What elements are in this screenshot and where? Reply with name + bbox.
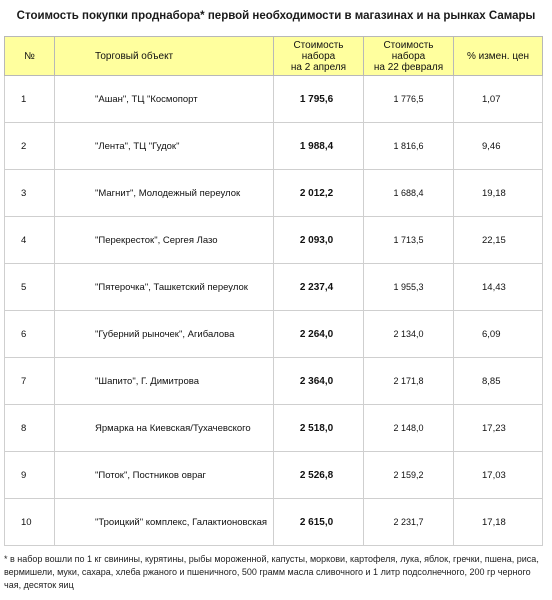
- price-february: 2 134,0: [364, 311, 454, 358]
- price-april: 2 093,0: [274, 217, 364, 264]
- price-april: 2 264,0: [274, 311, 364, 358]
- row-number: 2: [5, 123, 55, 170]
- price-change-percent: 1,07: [454, 76, 543, 123]
- price-february: 2 171,8: [364, 358, 454, 405]
- price-change-percent: 22,15: [454, 217, 543, 264]
- store-name: Ярмарка на Киевская/Тухачевского: [55, 405, 274, 452]
- price-table: [4, 36, 543, 546]
- price-february: 1 713,5: [364, 217, 454, 264]
- row-number: 4: [5, 217, 55, 264]
- row-number: 3: [5, 170, 55, 217]
- price-april: 2 526,8: [274, 452, 364, 499]
- header-pct: % измен. цен: [454, 37, 543, 76]
- price-change-percent: 19,18: [454, 170, 543, 217]
- price-april: 2 615,0: [274, 499, 364, 546]
- price-february: 1 816,6: [364, 123, 454, 170]
- table-header-row: [5, 37, 543, 76]
- table-row: [5, 217, 543, 264]
- price-change-percent: 17,18: [454, 499, 543, 546]
- store-name: "Поток", Постников овраг: [55, 452, 274, 499]
- header-feb-line2: на 22 февраля: [373, 61, 444, 73]
- store-name: "Магнит", Молодежный переулок: [55, 170, 274, 217]
- price-february: 2 159,2: [364, 452, 454, 499]
- store-name: "Шапито", Г. Димитрова: [55, 358, 274, 405]
- header-feb-line1: Стоимость набора: [383, 39, 434, 62]
- price-april: 2 237,4: [274, 264, 364, 311]
- row-number: 1: [5, 76, 55, 123]
- footnote: * в набор вошли по 1 кг свинины, курятины, рыбы мороженной, капусты, моркови, картофеля, лука, яблок, гречки, пшена, риса, вермишели, муки, сахара, хлеба ржаного и пшеничного, 500 грамм масла сливочного и 1 литр подсолнечного, 200 гр черного чая, десяток яиц: [4, 554, 539, 590]
- table-row: [5, 405, 543, 452]
- price-april: 1 795,6: [274, 76, 364, 123]
- price-february: 1 688,4: [364, 170, 454, 217]
- store-name: "Ашан", ТЦ "Космопорт: [55, 76, 274, 123]
- store-name: "Лента", ТЦ "Гудок": [55, 123, 274, 170]
- price-february: 1 776,5: [364, 76, 454, 123]
- price-april: 2 518,0: [274, 405, 364, 452]
- price-april: 1 988,4: [274, 123, 364, 170]
- table-row: [5, 499, 543, 546]
- price-april: 2 012,2: [274, 170, 364, 217]
- price-change-percent: 9,46: [454, 123, 543, 170]
- price-change-percent: 14,43: [454, 264, 543, 311]
- header-store: Торговый объект: [55, 37, 274, 76]
- table-row: [5, 123, 543, 170]
- table-row: [5, 358, 543, 405]
- row-number: 8: [5, 405, 55, 452]
- header-feb: [364, 37, 454, 76]
- store-name: "Пятерочка", Ташкетский переулок: [55, 264, 274, 311]
- row-number: 7: [5, 358, 55, 405]
- price-change-percent: 8,85: [454, 358, 543, 405]
- store-name: "Перекресток", Сергея Лазо: [55, 217, 274, 264]
- price-change-percent: 6,09: [454, 311, 543, 358]
- row-number: 6: [5, 311, 55, 358]
- table-row: [5, 76, 543, 123]
- price-february: 2 148,0: [364, 405, 454, 452]
- page-title: Стоимость покупки проднабора* первой необходимости в магазинах и на рынках Самары: [16, 10, 536, 22]
- row-number: 5: [5, 264, 55, 311]
- price-april: 2 364,0: [274, 358, 364, 405]
- store-name: "Губерний рыночек", Агибалова: [55, 311, 274, 358]
- header-apr-line1: Стоимость набора: [293, 39, 344, 62]
- table-row: [5, 452, 543, 499]
- table-row: [5, 264, 543, 311]
- price-february: 1 955,3: [364, 264, 454, 311]
- header-num: №: [5, 37, 55, 76]
- price-change-percent: 17,03: [454, 452, 543, 499]
- header-apr: [274, 37, 364, 76]
- header-apr-line2: на 2 апреля: [290, 61, 347, 73]
- table-row: [5, 170, 543, 217]
- price-change-percent: 17,23: [454, 405, 543, 452]
- price-february: 2 231,7: [364, 499, 454, 546]
- table-row: [5, 311, 543, 358]
- row-number: 10: [5, 499, 55, 546]
- store-name: "Троицкий" комплекс, Галактионовская: [55, 499, 274, 546]
- row-number: 9: [5, 452, 55, 499]
